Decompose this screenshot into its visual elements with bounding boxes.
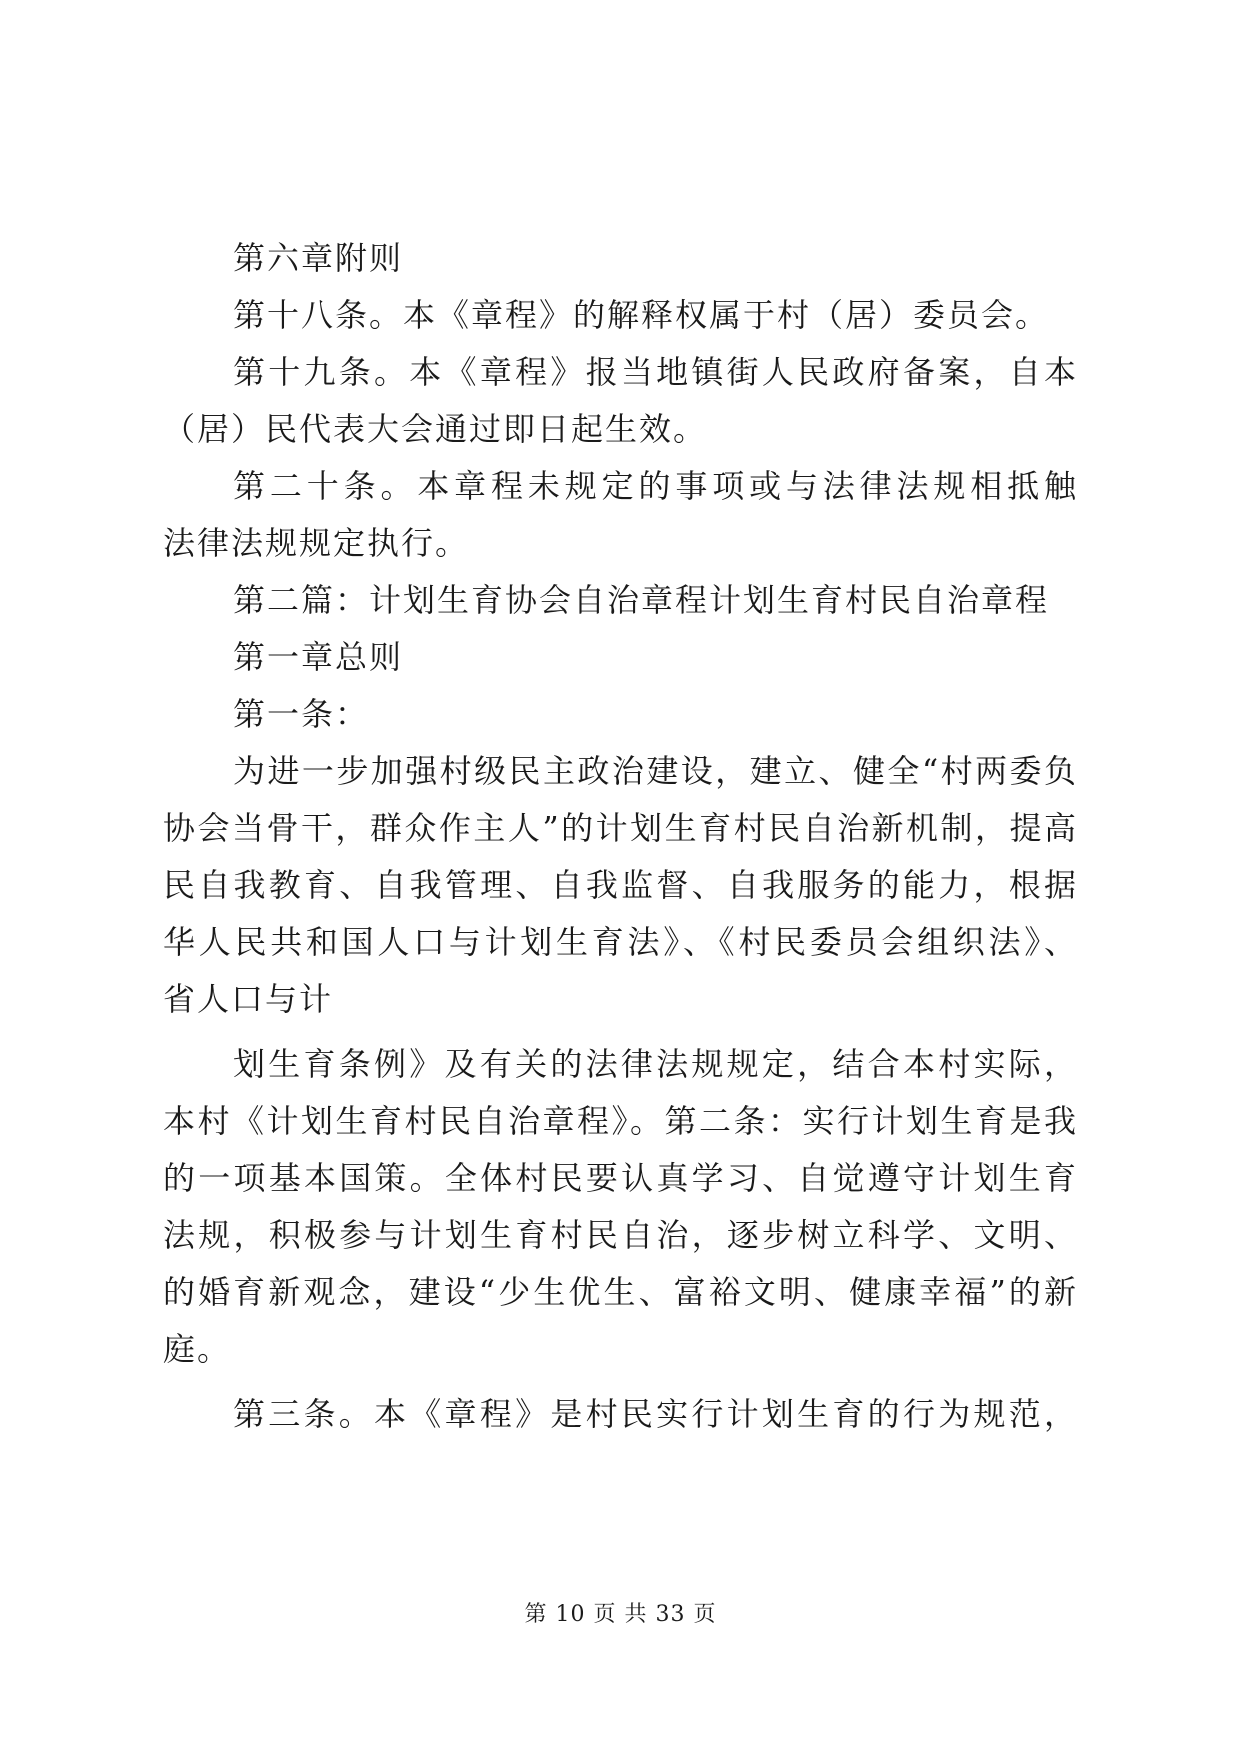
text-line: 本村《计划生育村民自治章程》。第二条：实行计划生育是我 — [163, 1102, 1078, 1140]
text-line: 第十八条。本《章程》的解释权属于村（居）委员会。 — [233, 296, 1050, 334]
text-line: 法规，积极参与计划生育村民自治，逐步树立科学、文明、 — [163, 1216, 1078, 1254]
text-line: 为进一步加强村级民主政治建设，建立、健全“村两委负 — [233, 752, 1078, 790]
document-body — [163, 230, 1078, 1443]
text-line: 第二篇：计划生育协会自治章程计划生育村民自治章程 — [233, 581, 1050, 619]
text-line: 第一条： — [233, 695, 370, 733]
text-line: 华人民共和国人口与计划生育法》、《村民委员会组织法》、 — [163, 923, 1078, 961]
text-line: 庭。 — [163, 1330, 232, 1368]
text-line: 第十九条。本《章程》报当地镇街人民政府备案，自本 — [233, 353, 1078, 391]
text-line: 省人口与计 — [163, 980, 334, 1018]
text-line: 法律法规规定执行。 — [163, 524, 470, 562]
page-footer: 第 10 页 共 33 页 — [524, 1602, 717, 1627]
text-line: （居）民代表大会通过即日起生效。 — [163, 410, 708, 448]
text-line: 第一章总则 — [233, 638, 404, 676]
text-line: 的一项基本国策。全体村民要认真学习、自觉遵守计划生育 — [163, 1159, 1078, 1197]
text-line: 第二十条。本章程未规定的事项或与法律法规相抵触 — [233, 467, 1078, 505]
text-line: 划生育条例》及有关的法律法规规定，结合本村实际， — [233, 1045, 1078, 1083]
text-line: 的婚育新观念，建设“少生优生、富裕文明、健康幸福”的新 — [163, 1273, 1078, 1311]
text-line: 第三条。本《章程》是村民实行计划生育的行为规范， — [233, 1395, 1078, 1433]
text-line: 第六章附则 — [233, 239, 404, 277]
text-line: 协会当骨干，群众作主人”的计划生育村民自治新机制，提高 — [163, 809, 1078, 847]
text-line: 民自我教育、自我管理、自我监督、自我服务的能力，根据 — [163, 866, 1078, 904]
